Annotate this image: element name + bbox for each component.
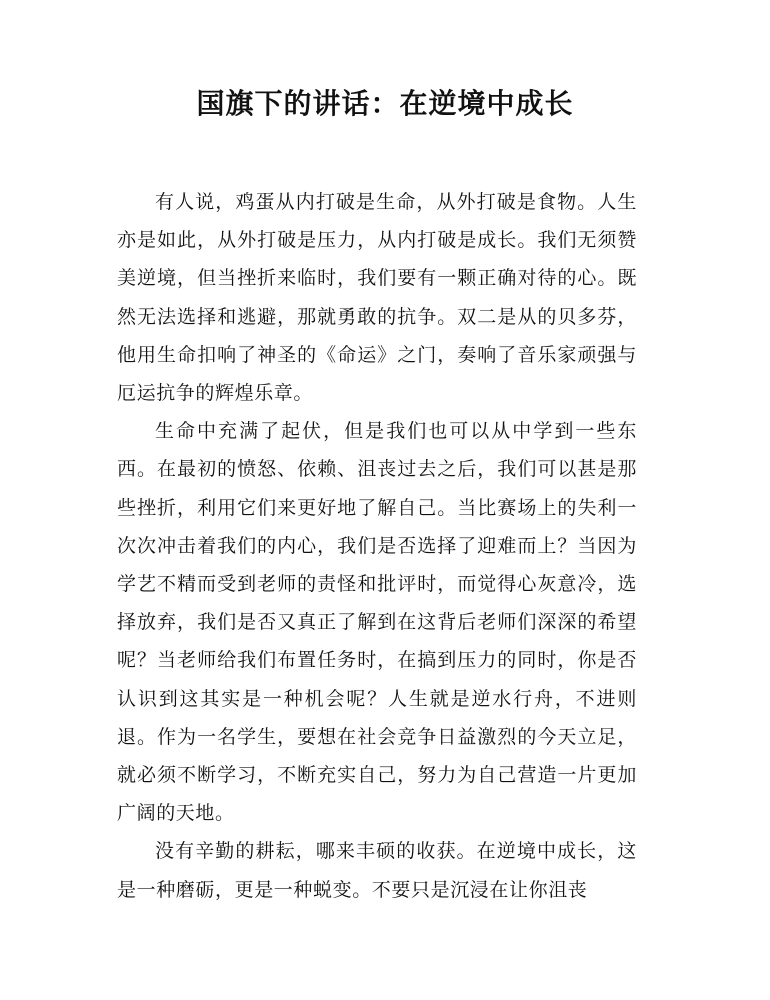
- paragraph-1: 有人说，鸡蛋从内打破是生命，从外打破是食物。人生亦是如此，从外打破是压力，从内打破是成长。我们无须赞美逆境，但当挫折来临时，我们要有一颗正确对待的心。既然无法选择和逃避，那就勇敢的抗争。双二是从的贝多芬，他用生命扣响了神圣的《命运》之门，奏响了音乐家顽强与厄运抗争的辉煌乐章。: [117, 191, 637, 405]
- paragraph-3: 没有辛勤的耕耘，哪来丰硕的收获。在逆境中成长，这是一种磨砺，更是一种蜕变。不要只是沉浸在让你沮丧: [117, 840, 637, 901]
- paragraph-2: 生命中充满了起伏，但是我们也可以从中学到一些东西。在最初的愤怒、依赖、沮丧过去之后，我们可以甚是那些挫折，利用它们来更好地了解自己。当比赛场上的失利一次次冲击着我们的内心，我们是否选择了迎难而上？当因为学艺不精而受到老师的责怪和批评时，而觉得心灰意冷，选择放弃，我们是否又真正了解到在这背后老师们深深的希望呢？当老师给我们布置任务时，在搞到压力的同时，你是否认识到这其实是一种机会呢？人生就是逆水行舟，不进则退。作为一名学生，要想在社会竞争日益激烈的今天立足，就必须不断学习，不断充实自己，努力为自己营造一片更加广阔的天地。: [117, 420, 637, 825]
- document-title: 国旗下的讲话：在逆境中成长: [196, 87, 574, 120]
- document-body: [117, 183, 637, 909]
